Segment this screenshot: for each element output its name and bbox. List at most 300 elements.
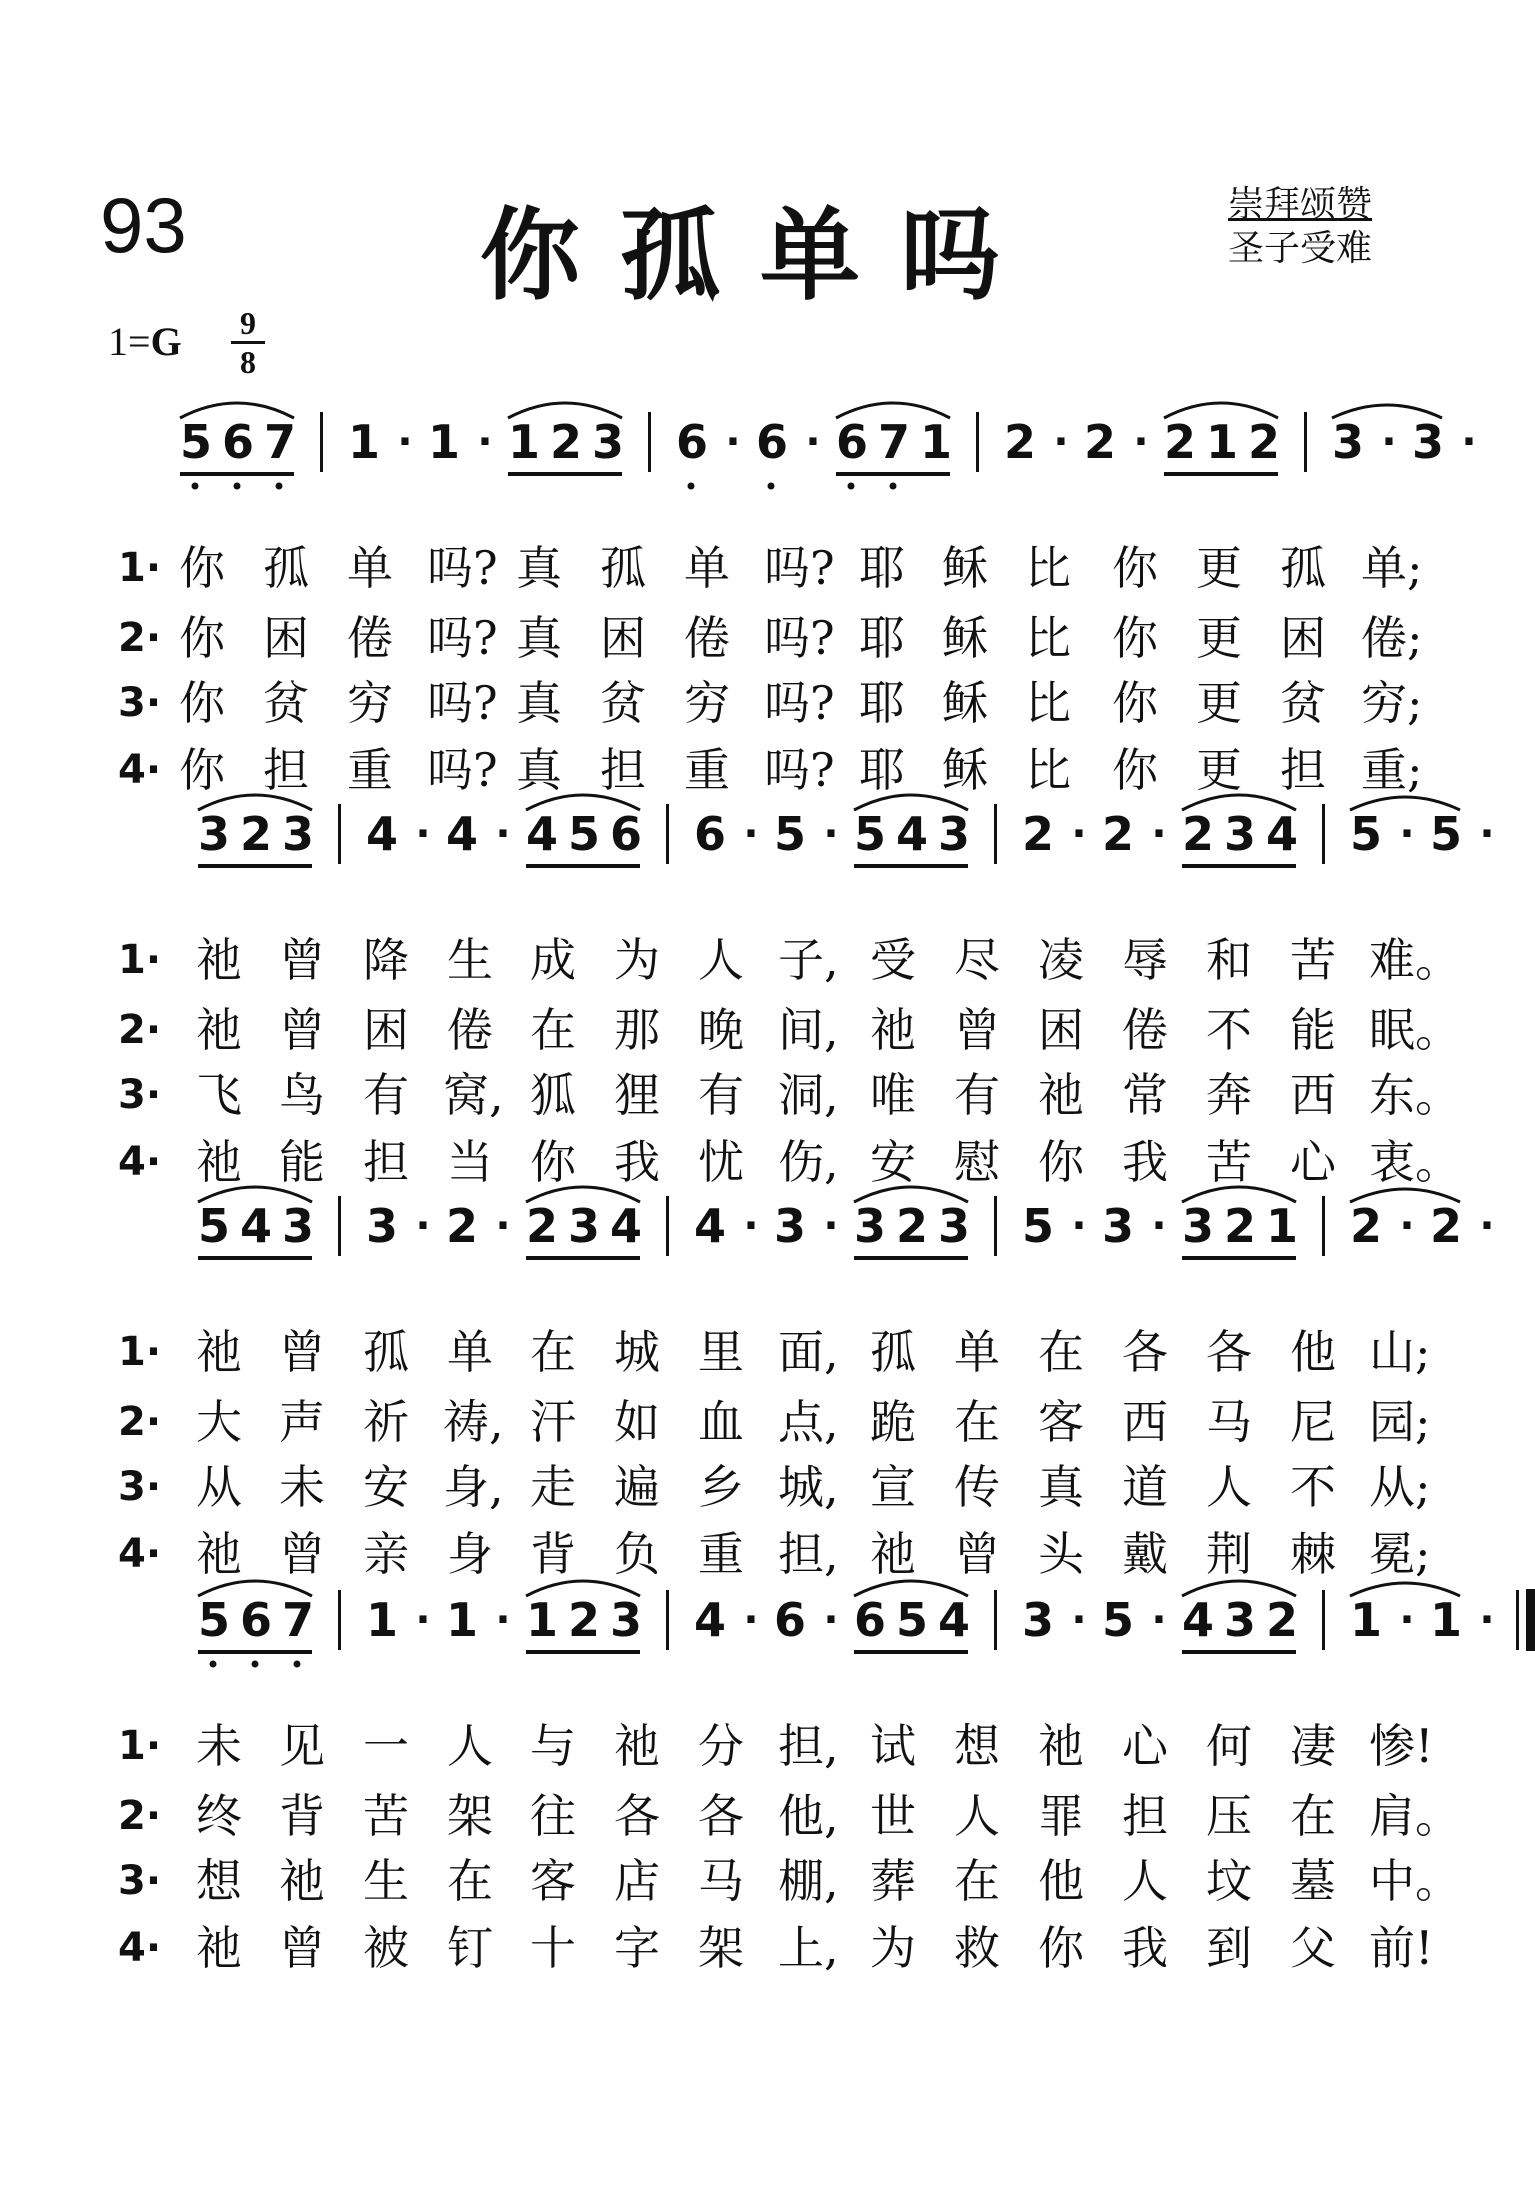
lyric-char: 为 xyxy=(870,1921,916,1975)
lyric-char: 钉 xyxy=(447,1921,493,1975)
lyric-char: 祂 xyxy=(196,1325,242,1379)
lyric-char: 孤 xyxy=(1280,541,1326,595)
lyric-char: 字 xyxy=(614,1921,660,1975)
note: 3 xyxy=(568,1199,601,1253)
lyric-char: 单 xyxy=(954,1325,1000,1379)
lyric-char: 他, xyxy=(778,1789,839,1843)
verse-number: 1· xyxy=(118,1723,162,1769)
note: 3 xyxy=(774,1199,807,1253)
lyric-char: 更 xyxy=(1196,611,1242,665)
note: 3 xyxy=(1182,1199,1215,1253)
tie xyxy=(1350,797,1460,810)
verse-number: 3· xyxy=(118,1464,162,1510)
slur xyxy=(198,1581,312,1596)
lyric-char: 困 xyxy=(1038,1003,1084,1057)
slur xyxy=(836,403,950,418)
note: 4 xyxy=(366,807,399,861)
duration-dot: · xyxy=(805,419,821,465)
note: 5 xyxy=(774,807,807,861)
note: 2 xyxy=(1004,415,1037,469)
lyric-char: 园; xyxy=(1369,1395,1431,1449)
lyric-char: 在 xyxy=(447,1854,493,1908)
lyric-char: 吗? xyxy=(764,676,835,730)
lyric-char: 试 xyxy=(870,1719,916,1773)
lyric-char: 耶 xyxy=(859,743,905,797)
lyric-char: 从 xyxy=(196,1460,242,1514)
note: 3 xyxy=(1332,415,1365,469)
lyric-char: 眠。 xyxy=(1369,1003,1461,1057)
lyric-char: 你 xyxy=(1112,743,1158,797)
lyric-char: 往 xyxy=(530,1789,576,1843)
note: 5 xyxy=(198,1593,231,1647)
lyric-char: 难。 xyxy=(1369,933,1461,987)
hymn-number: 93 xyxy=(100,181,187,269)
note: 2 xyxy=(568,1593,601,1647)
lyric-char: 他 xyxy=(1290,1325,1336,1379)
note: 5 xyxy=(896,1593,929,1647)
lyric-char: 血 xyxy=(698,1395,744,1449)
lyric-char: 你 xyxy=(179,743,225,797)
lyric-char: 真 xyxy=(516,676,562,730)
note: 6 xyxy=(694,807,727,861)
notation-marks xyxy=(0,1194,1477,1314)
octave-dot-low xyxy=(276,483,283,490)
lyric-char: 曾 xyxy=(954,1003,1000,1057)
note: 1 xyxy=(1430,1593,1463,1647)
lyric-char: 生 xyxy=(447,933,493,987)
lyric-char: 戴 xyxy=(1122,1527,1168,1581)
lyric-char: 祂 xyxy=(1038,1719,1084,1773)
lyric-char: 架 xyxy=(447,1789,493,1843)
slur xyxy=(854,1581,968,1596)
lyric-char: 在 xyxy=(954,1395,1000,1449)
lyric-char: 你 xyxy=(179,611,225,665)
note: 3 xyxy=(938,1199,971,1253)
lyric-char: 我 xyxy=(1122,1921,1168,1975)
octave-dot-low xyxy=(294,1661,301,1668)
lyric-char: 忧 xyxy=(698,1135,744,1189)
lyric-char: 衷。 xyxy=(1369,1135,1461,1189)
lyric-char: 他 xyxy=(1038,1854,1084,1908)
octave-dot-low xyxy=(848,483,855,490)
lyric-char: 凌 xyxy=(1038,933,1084,987)
lyric-char: 荆 xyxy=(1206,1527,1252,1581)
lyric-char: 背 xyxy=(530,1527,576,1581)
note: 1 xyxy=(348,415,381,469)
lyric-char: 吗? xyxy=(427,541,498,595)
lyric-char: 各 xyxy=(1122,1325,1168,1379)
lyric-char: 架 xyxy=(698,1921,744,1975)
music-system-1 xyxy=(0,410,1477,530)
lyric-char: 困 xyxy=(363,1003,409,1057)
lyric-char: 遍 xyxy=(614,1460,660,1514)
note: 7 xyxy=(878,415,911,469)
lyric-char: 子, xyxy=(778,933,839,987)
slur xyxy=(180,403,294,418)
lyric-char: 唯 xyxy=(870,1068,916,1122)
lyric-char: 在 xyxy=(530,1003,576,1057)
note: 2 xyxy=(1022,807,1055,861)
note: 3 xyxy=(1412,415,1445,469)
lyric-char: 道 xyxy=(1122,1460,1168,1514)
lyric-char: 辱 xyxy=(1122,933,1168,987)
lyric-char: 跪 xyxy=(870,1395,916,1449)
lyric-char: 中。 xyxy=(1369,1854,1461,1908)
music-system-3 xyxy=(0,1194,1495,1314)
lyric-char: 大 xyxy=(196,1395,242,1449)
lyric-char: 被 xyxy=(363,1921,409,1975)
lyric-char: 安 xyxy=(363,1460,409,1514)
duration-dot: · xyxy=(725,419,741,465)
verse-number: 4· xyxy=(118,1139,162,1185)
lyric-char: 倦 xyxy=(684,611,730,665)
note: 5 xyxy=(568,807,601,861)
lyric-char: 与 xyxy=(530,1719,576,1773)
lyric-char: 压 xyxy=(1206,1789,1252,1843)
lyric-char: 葬 xyxy=(870,1854,916,1908)
lyric-char: 吗? xyxy=(764,611,835,665)
note: 4 xyxy=(938,1593,971,1647)
lyric-char: 人 xyxy=(447,1719,493,1773)
duration-dot: · xyxy=(743,1597,759,1643)
lyric-char: 曾 xyxy=(279,1003,325,1057)
duration-dot: · xyxy=(415,811,431,857)
lyric-char: 吗? xyxy=(427,611,498,665)
verse-number: 1· xyxy=(118,1329,162,1375)
verse-number: 3· xyxy=(118,680,162,726)
note: 5 xyxy=(180,415,213,469)
lyric-char: 世 xyxy=(870,1789,916,1843)
lyric-char: 孤 xyxy=(870,1325,916,1379)
lyric-char: 里 xyxy=(698,1325,744,1379)
lyric-char: 担, xyxy=(778,1719,839,1773)
duration-dot: · xyxy=(743,811,759,857)
lyric-char: 面, xyxy=(778,1325,839,1379)
duration-dot: · xyxy=(1381,419,1397,465)
lyric-char: 困 xyxy=(600,611,646,665)
note: 4 xyxy=(896,807,929,861)
note: 3 xyxy=(1224,807,1257,861)
lyric-char: 墓 xyxy=(1290,1854,1336,1908)
duration-dot: · xyxy=(495,1203,511,1249)
slur xyxy=(526,1581,640,1596)
lyric-char: 贫 xyxy=(263,676,309,730)
category-secondary: 圣子受难 xyxy=(1228,228,1373,269)
category-primary: 崇拜颂赞 xyxy=(1228,184,1373,225)
lyric-char: 在 xyxy=(954,1854,1000,1908)
lyric-char: 棘 xyxy=(1290,1527,1336,1581)
lyric-char: 棚, xyxy=(778,1854,839,1908)
lyric-char: 祂 xyxy=(614,1719,660,1773)
lyric-char: 真 xyxy=(516,541,562,595)
verse-number: 3· xyxy=(118,1858,162,1904)
lyric-char: 你 xyxy=(179,541,225,595)
lyric-char: 降 xyxy=(363,933,409,987)
note: 3 xyxy=(1224,1593,1257,1647)
octave-dot-low xyxy=(890,483,897,490)
final-barline-thin xyxy=(1516,1590,1519,1650)
lyric-char: 一 xyxy=(363,1719,409,1773)
duration-dot: · xyxy=(1071,1597,1087,1643)
key-prefix: 1= xyxy=(108,319,151,364)
lyric-char: 间, xyxy=(778,1003,839,1057)
note: 3 xyxy=(610,1593,643,1647)
note: 5 xyxy=(1430,807,1463,861)
note: 3 xyxy=(938,807,971,861)
note: 1 xyxy=(1266,1199,1299,1253)
note: 5 xyxy=(1350,807,1383,861)
lyric-char: 祂 xyxy=(196,933,242,987)
note: 6 xyxy=(240,1593,273,1647)
lyric-char: 东。 xyxy=(1369,1068,1461,1122)
lyric-char: 稣 xyxy=(942,541,988,595)
note: 3 xyxy=(1022,1593,1055,1647)
lyric-char: 店 xyxy=(614,1854,660,1908)
lyric-char: 吗? xyxy=(427,743,498,797)
lyric-char: 西 xyxy=(1122,1395,1168,1449)
duration-dot: · xyxy=(1399,1597,1415,1643)
lyric-char: 你 xyxy=(179,676,225,730)
note: 4 xyxy=(610,1199,643,1253)
duration-dot: · xyxy=(743,1203,759,1249)
note: 2 xyxy=(1430,1199,1463,1253)
lyric-char: 穷; xyxy=(1361,676,1423,730)
lyric-char: 和 xyxy=(1206,933,1252,987)
lyric-char: 苦 xyxy=(1206,1135,1252,1189)
slur xyxy=(508,403,622,418)
lyric-char: 担 xyxy=(263,743,309,797)
lyric-char: 父 xyxy=(1290,1921,1336,1975)
note: 1 xyxy=(508,415,541,469)
duration-dot: · xyxy=(823,1203,839,1249)
lyric-char: 有 xyxy=(363,1068,409,1122)
lyric-char: 窝, xyxy=(443,1068,504,1122)
note: 2 xyxy=(1164,415,1197,469)
key-signature xyxy=(108,318,182,365)
lyric-char: 担 xyxy=(1122,1789,1168,1843)
lyric-char: 城 xyxy=(614,1325,660,1379)
lyric-char: 冕; xyxy=(1369,1527,1431,1581)
lyric-char: 苦 xyxy=(363,1789,409,1843)
note: 6 xyxy=(610,807,643,861)
lyric-char: 生 xyxy=(363,1854,409,1908)
lyric-char: 人 xyxy=(1122,1854,1168,1908)
note: 3 xyxy=(1102,1199,1135,1253)
lyric-char: 马 xyxy=(1206,1395,1252,1449)
lyric-char: 不 xyxy=(1206,1003,1252,1057)
lyric-char: 心 xyxy=(1122,1719,1168,1773)
lyric-char: 担, xyxy=(778,1527,839,1581)
note: 5 xyxy=(198,1199,231,1253)
note: 3 xyxy=(282,807,315,861)
lyric-char: 你 xyxy=(1112,541,1158,595)
lyric-char: 在 xyxy=(1290,1789,1336,1843)
duration-dot: · xyxy=(477,419,493,465)
lyric-char: 穷 xyxy=(347,676,393,730)
lyric-char: 穷 xyxy=(684,676,730,730)
lyric-char: 奔 xyxy=(1206,1068,1252,1122)
lyric-char: 曾 xyxy=(279,933,325,987)
lyric-char: 亲 xyxy=(363,1527,409,1581)
duration-dot: · xyxy=(415,1597,431,1643)
lyric-char: 祂 xyxy=(870,1527,916,1581)
note: 2 xyxy=(240,807,273,861)
lyric-char: 单 xyxy=(347,541,393,595)
verse-number: 2· xyxy=(118,615,162,661)
verse-number: 4· xyxy=(118,747,162,793)
lyric-char: 更 xyxy=(1196,676,1242,730)
note: 1 xyxy=(526,1593,559,1647)
note: 4 xyxy=(1266,807,1299,861)
time-signature xyxy=(231,306,265,379)
octave-dot-low xyxy=(234,483,241,490)
lyric-char: 倦 xyxy=(1122,1003,1168,1057)
category-labels xyxy=(1228,183,1372,271)
lyric-char: 不 xyxy=(1290,1460,1336,1514)
tie xyxy=(1332,405,1442,418)
lyric-char: 坟 xyxy=(1206,1854,1252,1908)
lyric-char: 担 xyxy=(363,1135,409,1189)
duration-dot: · xyxy=(823,1597,839,1643)
lyric-char: 孤 xyxy=(263,541,309,595)
note: 1 xyxy=(428,415,461,469)
lyric-char: 尽 xyxy=(954,933,1000,987)
lyric-char: 宣 xyxy=(870,1460,916,1514)
notation-marks xyxy=(0,410,1477,530)
music-system-4 xyxy=(0,1588,1495,1708)
duration-dot: · xyxy=(397,419,413,465)
lyric-char: 吗? xyxy=(764,541,835,595)
lyric-char: 困 xyxy=(263,611,309,665)
lyric-char: 身, xyxy=(443,1460,504,1514)
lyric-char: 困 xyxy=(1280,611,1326,665)
verse-number: 2· xyxy=(118,1793,162,1839)
lyric-char: 单 xyxy=(684,541,730,595)
lyric-char: 真 xyxy=(516,611,562,665)
octave-dot-low xyxy=(768,483,775,490)
lyric-char: 终 xyxy=(196,1789,242,1843)
lyric-char: 晚 xyxy=(698,1003,744,1057)
lyric-char: 背 xyxy=(279,1789,325,1843)
note: 2 xyxy=(526,1199,559,1253)
lyric-char: 曾 xyxy=(279,1527,325,1581)
lyric-char: 头 xyxy=(1038,1527,1084,1581)
lyric-char: 祂 xyxy=(196,1003,242,1057)
lyric-char: 人 xyxy=(1206,1460,1252,1514)
lyric-char: 苦 xyxy=(1290,933,1336,987)
note: 3 xyxy=(282,1199,315,1253)
lyric-char: 吗? xyxy=(764,743,835,797)
duration-dot: · xyxy=(1151,811,1167,857)
note: 6 xyxy=(854,1593,887,1647)
note: 2 xyxy=(446,1199,479,1253)
lyric-char: 点, xyxy=(778,1395,839,1449)
lyric-char: 客 xyxy=(1038,1395,1084,1449)
lyric-char: 重; xyxy=(1361,743,1423,797)
note: 5 xyxy=(1022,1199,1055,1253)
meter-bottom: 8 xyxy=(240,344,256,380)
lyric-char: 祂 xyxy=(196,1135,242,1189)
key-note: G xyxy=(150,319,182,364)
duration-dot: · xyxy=(1399,1203,1415,1249)
lyric-char: 孤 xyxy=(600,541,646,595)
lyric-char: 耶 xyxy=(859,541,905,595)
lyric-char: 你 xyxy=(1112,676,1158,730)
verse-number: 2· xyxy=(118,1007,162,1053)
note: 7 xyxy=(264,415,297,469)
lyric-char: 惨! xyxy=(1369,1719,1434,1773)
lyric-char: 想 xyxy=(954,1719,1000,1773)
lyric-char: 祷, xyxy=(443,1395,504,1449)
lyric-char: 祂 xyxy=(279,1854,325,1908)
lyric-char: 各 xyxy=(614,1789,660,1843)
note: 1 xyxy=(446,1593,479,1647)
lyric-char: 见 xyxy=(279,1719,325,1773)
hymn-title: 你孤单吗 xyxy=(480,196,1040,314)
note: 1 xyxy=(920,415,953,469)
note: 3 xyxy=(854,1199,887,1253)
lyric-char: 单 xyxy=(447,1325,493,1379)
lyric-char: 城, xyxy=(778,1460,839,1514)
duration-dot: · xyxy=(1071,1203,1087,1249)
lyric-char: 曾 xyxy=(954,1527,1000,1581)
lyric-char: 比 xyxy=(1025,541,1071,595)
lyric-char: 罪 xyxy=(1038,1789,1084,1843)
lyric-char: 慰 xyxy=(954,1135,1000,1189)
duration-dot: · xyxy=(823,811,839,857)
note: 3 xyxy=(592,415,625,469)
lyric-char: 祂 xyxy=(196,1527,242,1581)
lyric-char: 担 xyxy=(1280,743,1326,797)
lyric-char: 上, xyxy=(778,1921,839,1975)
lyric-char: 能 xyxy=(1290,1003,1336,1057)
lyric-char: 祂 xyxy=(870,1003,916,1057)
lyric-char: 安 xyxy=(870,1135,916,1189)
duration-dot: · xyxy=(495,811,511,857)
lyric-char: 比 xyxy=(1025,743,1071,797)
lyric-char: 为 xyxy=(614,933,660,987)
lyric-char: 分 xyxy=(698,1719,744,1773)
lyric-char: 山; xyxy=(1369,1325,1431,1379)
lyric-char: 更 xyxy=(1196,743,1242,797)
duration-dot: · xyxy=(1151,1203,1167,1249)
verse-number: 4· xyxy=(118,1925,162,1971)
lyric-char: 当 xyxy=(447,1135,493,1189)
lyric-char: 我 xyxy=(1122,1135,1168,1189)
lyric-char: 稣 xyxy=(942,676,988,730)
lyric-char: 鸟 xyxy=(279,1068,325,1122)
lyric-char: 倦; xyxy=(1361,611,1423,665)
lyric-char: 前! xyxy=(1369,1921,1434,1975)
duration-dot: · xyxy=(1053,419,1069,465)
octave-dot-low xyxy=(192,483,199,490)
lyric-char: 在 xyxy=(530,1325,576,1379)
slur xyxy=(1164,403,1278,418)
lyric-char: 祈 xyxy=(363,1395,409,1449)
lyric-char: 各 xyxy=(698,1789,744,1843)
final-barline-thick xyxy=(1526,1589,1535,1651)
tie xyxy=(1350,1189,1460,1202)
lyric-char: 能 xyxy=(279,1135,325,1189)
lyric-char: 曾 xyxy=(279,1325,325,1379)
lyric-char: 你 xyxy=(1112,611,1158,665)
lyric-char: 到 xyxy=(1206,1921,1252,1975)
lyric-char: 声 xyxy=(279,1395,325,1449)
lyric-char: 那 xyxy=(614,1003,660,1057)
lyric-char: 何 xyxy=(1206,1719,1252,1773)
lyric-char: 各 xyxy=(1206,1325,1252,1379)
lyric-char: 比 xyxy=(1025,676,1071,730)
